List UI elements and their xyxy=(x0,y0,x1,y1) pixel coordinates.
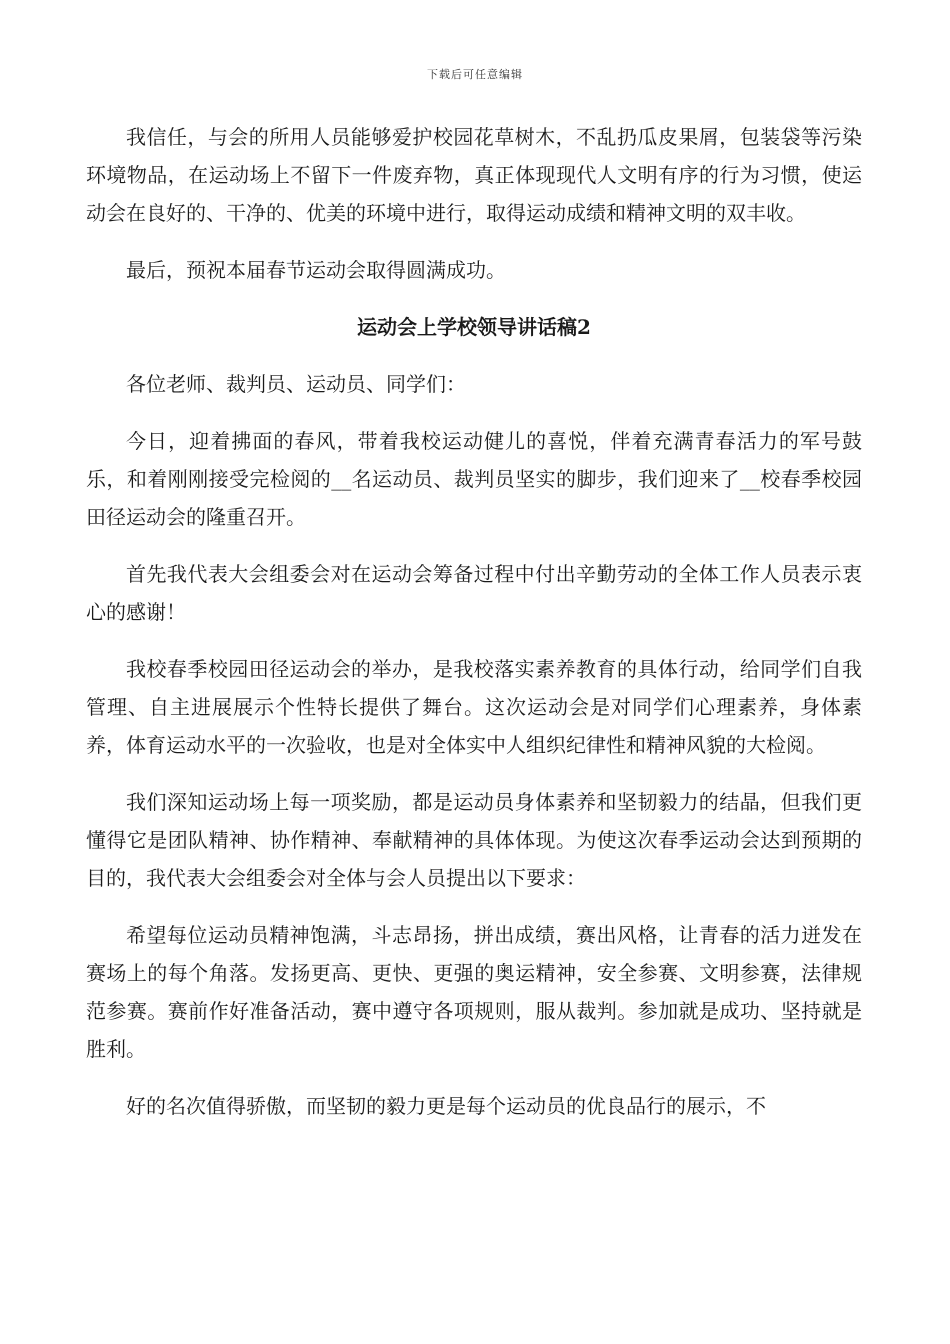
header-note: 下载后可任意编辑 xyxy=(427,68,523,81)
paragraph: 我信任，与会的所用人员能够爱护校园花草树木，不乱扔瓜皮果屑，包装袋等污染环境物品，在运动场上不留下一件废弃物，真正体现现代人文明有序的行为习惯，使运动会在良好的、干净的、优美的环境中进行，取得运动成绩和精神文明的双丰收。 xyxy=(86,125,862,225)
paragraph: 最后，预祝本届春节运动会取得圆满成功。 xyxy=(126,258,506,282)
paragraph: 我校春季校园田径运动会的举办，是我校落实素养教育的具体行动，给同学们自我管理、自主进展展示个性特长提供了舞台。这次运动会是对同学们心理素养，身体素养，体育运动水平的一次验收，也是对全体实中人组织纪律性和精神风貌的大检阅。 xyxy=(86,657,862,757)
paragraph: 我们深知运动场上每一项奖励，都是运动员身体素养和坚韧毅力的结晶，但我们更懂得它是团队精神、协作精神、奉献精神的具体体现。为使这次春季运动会达到预期的目的，我代表大会组委会对全体与会人员提出以下要求： xyxy=(86,790,862,890)
salutation: 各位老师、裁判员、运动员、同学们： xyxy=(126,372,466,396)
paragraph: 首先我代表大会组委会对在运动会筹备过程中付出辛勤劳动的全体工作人员表示衷心的感谢！ xyxy=(86,562,862,624)
document-body xyxy=(86,118,862,1144)
paragraph: 今日，迎着拂面的春风，带着我校运动健儿的喜悦，伴着充满青春活力的军号鼓乐，和着刚刚接受完检阅的__名运动员、裁判员坚实的脚步，我们迎来了__校春季校园田径运动会的隆重召开。 xyxy=(86,429,862,529)
paragraph: 好的名次值得骄傲，而坚韧的毅力更是每个运动员的优良品行的展示，不 xyxy=(126,1094,766,1118)
paragraph: 希望每位运动员精神饱满，斗志昂扬，拼出成绩，赛出风格，让青春的活力迸发在赛场上的每个角落。发扬更高、更快、更强的奥运精神，安全参赛、文明参赛，法律规范参赛。赛前作好准备活动，赛中遵守各项规则，服从裁判。参加就是成功、坚持就是胜利。 xyxy=(86,923,862,1061)
section-title: 运动会上学校领导讲话稿2 xyxy=(357,315,591,339)
